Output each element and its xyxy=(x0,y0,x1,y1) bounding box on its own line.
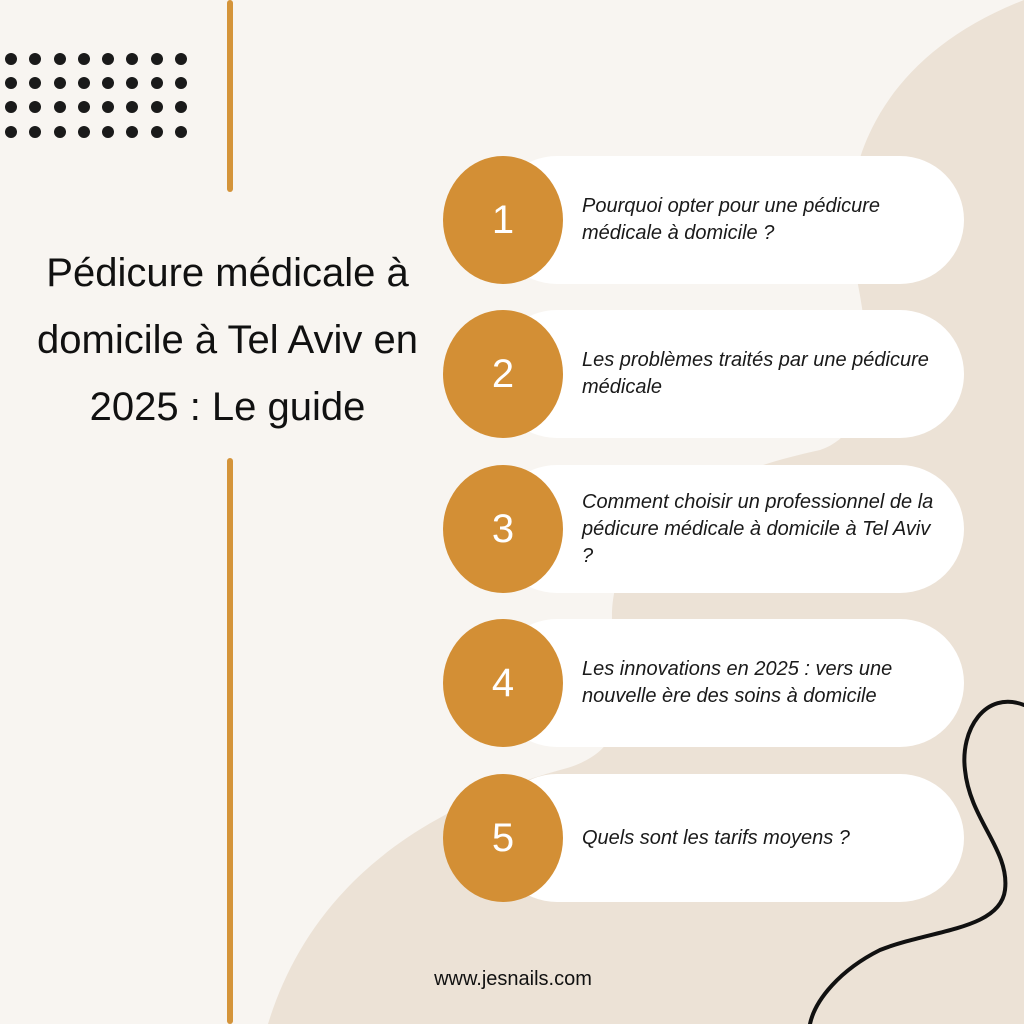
list-item-text: Pourquoi opter pour une pédicure médicale à domicile ? xyxy=(582,195,880,244)
list-item-number-badge: 5 xyxy=(443,774,563,902)
website-url: www.jesnails.com xyxy=(434,968,592,990)
list-item-number-badge: 4 xyxy=(443,619,563,747)
list-item-text: Quels sont les tarifs moyens ? xyxy=(582,826,850,849)
list-item-number-badge: 1 xyxy=(443,156,563,284)
page-title: Pédicure médicale à domicile à Tel Aviv en 2025 : Le guide xyxy=(37,251,418,429)
list-item-number-badge: 2 xyxy=(443,310,563,438)
list-item-text: Les innovations en 2025 : vers une nouvelle ère des soins à domicile xyxy=(582,658,893,707)
list-item-text: Les problèmes traités par une pédicure médicale xyxy=(582,349,929,398)
list-item-number-badge: 3 xyxy=(443,465,563,593)
list-item-text: Comment choisir un professionnel de la pédicure médicale à domicile à Tel Aviv ? xyxy=(582,490,934,567)
